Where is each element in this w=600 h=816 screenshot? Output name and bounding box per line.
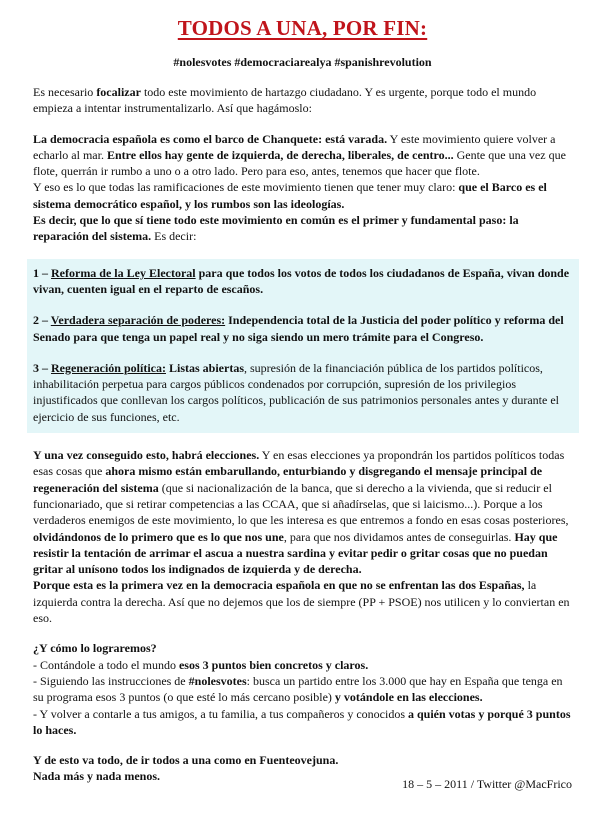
signature-date: 18 – 5 – 2011 / Twitter @MacFrico (402, 777, 572, 791)
hashtags: #nolesvotes #democraciarealya #spanishrevolution (173, 55, 432, 69)
ramificaciones-paragraph (33, 179, 572, 212)
how-item-3-text: - Y volver a contarle a tus amigos, a tu familia, a tus compañeros y conocidos (33, 706, 408, 721)
ramif-bold: que el Barco es el sistema democrático español, y los rumbos son las ideologías. (33, 180, 547, 211)
es-decir-bold: Es decir, que lo que sí tiene todo este movimiento en común es el primer y fundamental paso: la reparación del sistema. (33, 213, 519, 244)
intro-bold: focalizar (96, 85, 141, 99)
how-item-2-text: - Siguiendo las instrucciones de (33, 673, 189, 688)
barco-bold-1: La democracia española es como el barco de Chanquete: está varada. (33, 131, 388, 146)
ramif-text: Y eso es lo que todas las ramificaciones de este movimiento tienen que tener muy claro: (33, 180, 459, 195)
how-item-1 (33, 657, 572, 673)
after-text-4: la izquierda contra la derecha. Así que no dejemos que los de siempre (PP + PSOE) nos utilicen y lo conviertan en eso. (33, 578, 570, 626)
point-2-number: 2 – (33, 313, 51, 328)
point-3 (33, 360, 573, 425)
after-bold-1: Y una vez conseguido esto, habrá elecciones. (33, 448, 260, 463)
point-2-text: Independencia total de la Justicia del poder político y reforma del Senado para que tenga un papel real y no siga siendo un mero trámite para el Congreso. (33, 313, 564, 344)
points-box (27, 259, 579, 433)
how-item-3-bold: a quién votas y porqué 3 puntos lo haces. (33, 706, 571, 737)
barco-text-1: Y este movimiento quiere volver a echarlo al mar. (33, 131, 556, 162)
how-item-2-text-2: : busca un partido entre los 3.000 que hay en España que tenga en su programa esos 3 puntos (o que esté lo más cercano posible) (33, 673, 563, 705)
barco-bold-2: Entre ellos hay gente de izquierda, de derecha, liberales, de centro... (106, 147, 454, 162)
dos-espanas-paragraph (33, 577, 572, 626)
closing-bold-2: Nada más y nada menos. (33, 769, 161, 784)
after-bold-2: ahora mismo están embarullando, enturbiando y disgregando el mensaje principal de regeneración del sistema (33, 464, 543, 495)
intro-text: Es necesario (33, 85, 97, 99)
point-1-title: Reforma de la Ley Electoral (51, 265, 196, 280)
how-item-2-hashtag: #nolesvotes (188, 673, 247, 688)
after-bold-5: Porque esta es la primera vez en la democracia española en que no se enfrentan las dos Españas, (33, 578, 525, 593)
after-text-2: (que si nacionalización de la banca, que si derecho a la vivienda, que si reducir el funcionariado, que si retirar competencias a las CCAA, que si añadírselas, que si laicismo...). Porque a los verdaderos enemigos de este movimiento, lo que les interesa es que entremos a fondo en esas cosas posteriores, (33, 480, 569, 528)
point-3-number: 3 – (33, 360, 51, 375)
how-item-2 (33, 673, 572, 706)
point-2 (33, 312, 573, 345)
point-3-bold: Listas abiertas (165, 360, 244, 375)
after-text-1: Y en esas elecciones ya propondrán los partidos políticos todas esas cosas que (33, 448, 565, 479)
point-1 (33, 265, 573, 298)
point-1-number: 1 – (33, 265, 51, 280)
es-decir-paragraph (33, 212, 572, 245)
how-item-2-bold: y votándole en las elecciones. (334, 690, 483, 705)
point-3-text: , supresión de la financiación pública de los partidos políticos, inhabilitación perpetua para cargos públicos condenados por corrupción, supresión de los privilegios injustificados que conllevan los cargos políticos, publicación de sus patrimonios personales antes y durante el ejercicio de sus funciones, etc. (33, 360, 559, 424)
after-bold-3: olvidándonos de lo primero que es lo que nos une (33, 529, 284, 544)
point-3-title: Regeneración política: (51, 360, 166, 375)
elecciones-paragraph (33, 447, 572, 577)
barco-paragraph (33, 131, 572, 180)
es-decir-text: Es decir: (151, 229, 197, 244)
closing-line-1 (33, 752, 572, 768)
intro-text-2: todo este movimiento de hartazgo ciudadano. Y es urgente, porque todo el mundo empieza a intentar instrumentalizarlo. Así que hagámoslo: (33, 85, 537, 116)
point-1-text: para que todos los votos de todos los ciudadanos de España, vivan donde vivan, cuenten igual en el reparto de escaños. (33, 265, 570, 296)
intro-paragraph (33, 84, 572, 117)
closing-bold-1: Y de esto va todo, de ir todos a una como en Fuenteovejuna. (33, 753, 339, 768)
point-2-title: Verdadera separación de poderes: (50, 313, 226, 328)
how-item-3 (33, 706, 572, 739)
barco-text-2: Gente que una vez que flote, querrán ir rumbo a uno o a otro lado. Pero para eso, antes, tenemos que hacer que flote. (33, 147, 566, 179)
how-item-1-text: - Contándole a todo el mundo (33, 657, 179, 672)
how-item-1-bold: esos 3 puntos bien concretos y claros. (178, 657, 369, 672)
document-title: TODOS A UNA, POR FIN: (177, 16, 428, 40)
how-question-text: ¿Y cómo lo lograremos? (33, 641, 157, 656)
after-text-3: , para que nos dividamos antes de conseguirlas. (283, 529, 515, 544)
how-question (33, 640, 572, 656)
after-bold-4: Hay que resistir la tentación de arrimar el ascua a nuestra sardina y evitar pedir o gritar cosas que no puedan gritar al unísono todos los indignados de izquierda y de derecha. (33, 529, 558, 577)
